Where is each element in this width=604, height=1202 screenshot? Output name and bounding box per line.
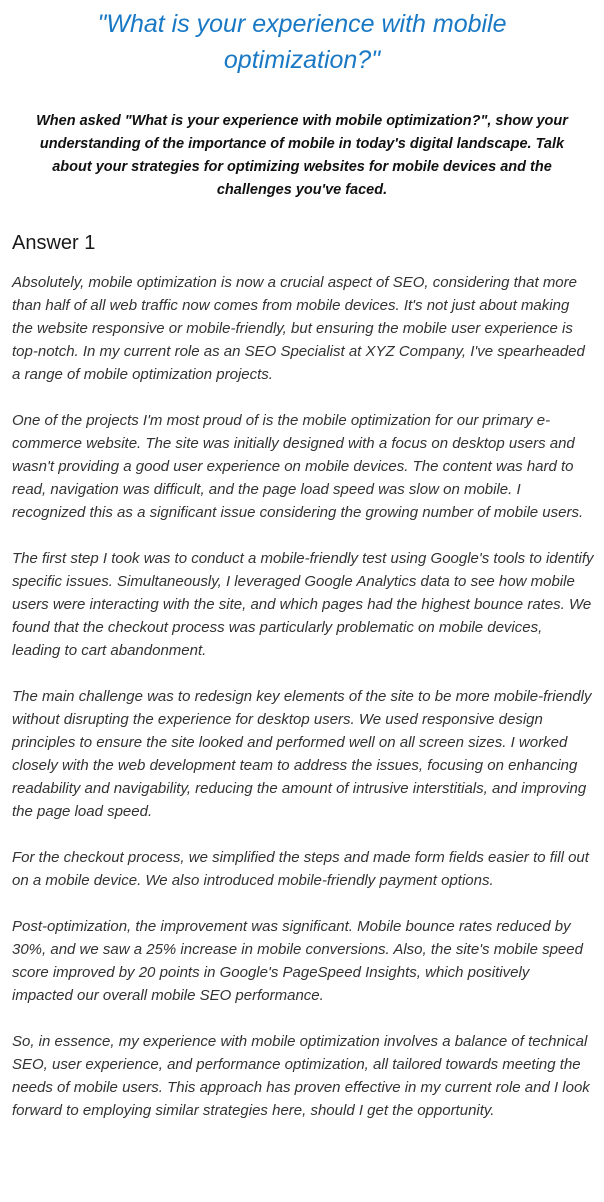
answer-paragraph-3: The first step I took was to conduct a mobile-friendly test using Google's tools to identify specific issues. Simultaneously, I leveraged Google Analytics data to see how mobile users were interacting with the site, and which pages had the highest bounce rates. We found that the checkout process was particularly problematic on mobile devices, leading to cart abandonment. [12, 550, 594, 659]
answer-paragraph-4: The main challenge was to redesign key elements of the site to be more mobile-friendly without disrupting the experience for desktop users. We used responsive design principles to ensure the site looked and performed well on all screen sizes. I worked closely with the web development team to address the issues, focusing on enhancing readability and navigability, reducing the amount of intrusive interstitials, and improving the page load speed. [12, 688, 592, 820]
question-title: "What is your experience with mobile optimization?" [97, 10, 507, 74]
question-prompt: When asked "What is your experience with mobile optimization?", show your understanding of the importance of mobile in today's digital landscape. Talk about your strategies for optimizing websites for mobile devices and the challenges you've faced. [36, 113, 568, 198]
answer-paragraph-5: For the checkout process, we simplified the steps and made form fields easier to fill out on a mobile device. We also introduced mobile-friendly payment options. [12, 849, 589, 889]
answer-heading: Answer 1 [12, 232, 96, 254]
answer-paragraph-2: One of the projects I'm most proud of is the mobile optimization for our primary e-commerce website. The site was initially designed with a focus on desktop users and wasn't providing a good user experience on mobile devices. The content was hard to read, navigation was difficult, and the page load speed was slow on mobile. I recognized this as a significant issue considering the growing number of mobile users. [12, 412, 584, 521]
answer-paragraph-1: Absolutely, mobile optimization is now a crucial aspect of SEO, considering that more than half of all web traffic now comes from mobile devices. It's not just about making the website responsive or mobile-friendly, but ensuring the mobile user experience is top-notch. In my current role as an SEO Specialist at XYZ Company, I've spearheaded a range of mobile optimization projects. [12, 274, 585, 383]
answer-paragraph-7: So, in essence, my experience with mobile optimization involves a balance of technical SEO, user experience, and performance optimization, all tailored towards meeting the needs of mobile users. This approach has proven effective in my current role and I look forward to employing similar strategies here, should I get the opportunity. [12, 1033, 590, 1119]
answer-body [12, 271, 594, 1145]
answer-paragraph-6: Post-optimization, the improvement was significant. Mobile bounce rates reduced by 30%, and we saw a 25% increase in mobile conversions. Also, the site's mobile speed score improved by 20 points in Google's PageSpeed Insights, which positively impacted our overall mobile SEO performance. [12, 918, 583, 1004]
